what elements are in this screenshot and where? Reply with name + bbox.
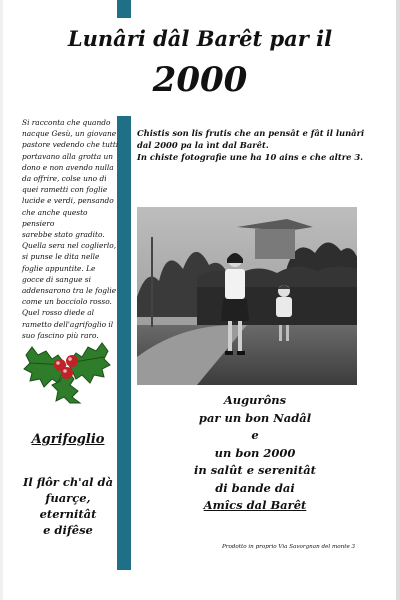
holly-meaning-line: eternitât (39, 507, 97, 521)
holly-meaning-line: fuarçe, (45, 491, 91, 505)
intro-line: dal 2000 pa la ìnt dal Barêt. (137, 140, 269, 150)
footer-credit: Prodotto in proprio Via Savorgnan del monte 3 (222, 544, 356, 550)
greeting-signature: Amîcs dal Barêt (203, 498, 307, 512)
greeting-line: un bon 2000 (214, 445, 296, 460)
holly-meaning (16, 474, 120, 538)
holly-legend-text: Si racconta che quando nacque Gesù, un giovane pastore vedendo che tutti portavano alla grotta un dono e non avendo nulla da offrire, colse uno di quei rametti con foglie lucide e verdi, pensando che anche questo pensiero sarebbe stato gradito. Quella sera nel coglierlo, si punse le dita nelle foglie appuntite. Le gocce di sangue si addensarono tra le foglie come un bocciolo rosso. Quel rosso diede al rametto dell'agrifoglio il suo fascino più raro. (22, 118, 119, 340)
greeting-line: e (251, 428, 259, 442)
holly-meaning-line: Il flôr ch'al dà (22, 475, 114, 489)
accent-bar-top (117, 0, 131, 18)
intro-line: In chiste fotografie une ha 10 ains e che altre 3. (137, 152, 364, 162)
holly-caption: Agrifoglio (31, 432, 105, 447)
page-title: Lunâri dâl Barêt par il (67, 26, 333, 51)
greeting-line: in salût e serenitât (194, 463, 316, 477)
page-year: 2000 (152, 60, 248, 100)
greeting-text (137, 392, 373, 515)
greeting-line: di bande dai (215, 480, 295, 495)
family-photo (137, 207, 357, 385)
greeting-line: par un bon Nadâl (198, 410, 312, 425)
intro-text (137, 127, 377, 163)
intro-line: Chistis son lis frutis che an pensât e fât il lunâri (137, 128, 365, 138)
holly-sprig-icon (22, 325, 112, 405)
holly-meaning-line: e difêse (43, 523, 93, 537)
greeting-line: Augurôns (223, 393, 287, 407)
